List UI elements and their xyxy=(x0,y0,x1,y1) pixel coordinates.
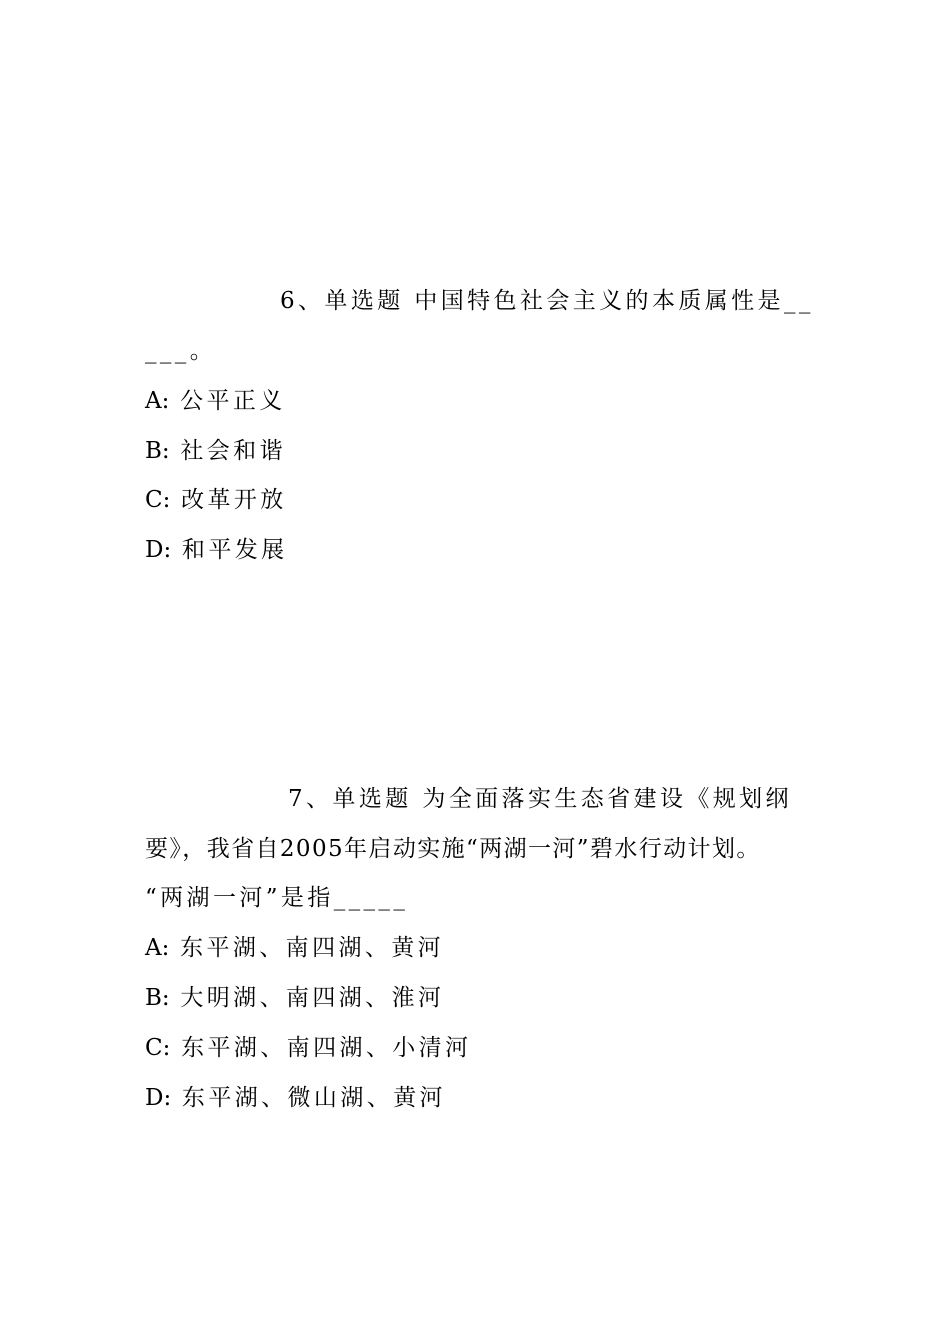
question-6-stem-line1: 6、单选题 中国特色社会主义的本质属性是__ xyxy=(280,288,814,314)
option-text: 东平湖、南四湖、黄河 xyxy=(180,935,445,961)
question-7-option-a xyxy=(145,933,444,963)
option-label: B: xyxy=(145,985,170,1011)
question-6-option-d xyxy=(145,535,288,565)
option-text: 大明湖、南四湖、淮河 xyxy=(180,985,445,1011)
option-text: 东平湖、南四湖、小清河 xyxy=(181,1035,472,1061)
option-text: 公平正义 xyxy=(180,388,286,414)
option-text: 改革开放 xyxy=(181,487,287,513)
option-text: 社会和谐 xyxy=(180,438,286,464)
option-label: A: xyxy=(145,388,170,414)
option-text: 东平湖、微山湖、黄河 xyxy=(181,1085,446,1111)
option-label: B: xyxy=(145,438,170,464)
question-7-stem-line2: 要》，我省自2005年启动实施“两湖一河”碧水行动计划。 xyxy=(145,836,761,862)
question-7-stem-line3: “两湖一河”是指_____ xyxy=(145,885,409,911)
question-7-option-b xyxy=(145,983,444,1013)
option-label: C: xyxy=(145,1035,171,1061)
question-7-option-d xyxy=(145,1083,446,1113)
question-7-stem-line1: 7、单选题 为全面落实生态省建设《规划纲 xyxy=(288,786,792,812)
question-6-stem-line2: ___。 xyxy=(145,338,217,364)
question-7-option-c xyxy=(145,1033,471,1063)
option-label: D: xyxy=(145,537,172,563)
question-6-option-c xyxy=(145,485,287,515)
option-label: A: xyxy=(145,935,170,961)
option-label: C: xyxy=(145,487,171,513)
option-text: 和平发展 xyxy=(181,537,288,563)
question-6-option-a xyxy=(145,386,286,416)
question-6-option-b xyxy=(145,436,286,466)
option-label: D: xyxy=(145,1085,172,1111)
